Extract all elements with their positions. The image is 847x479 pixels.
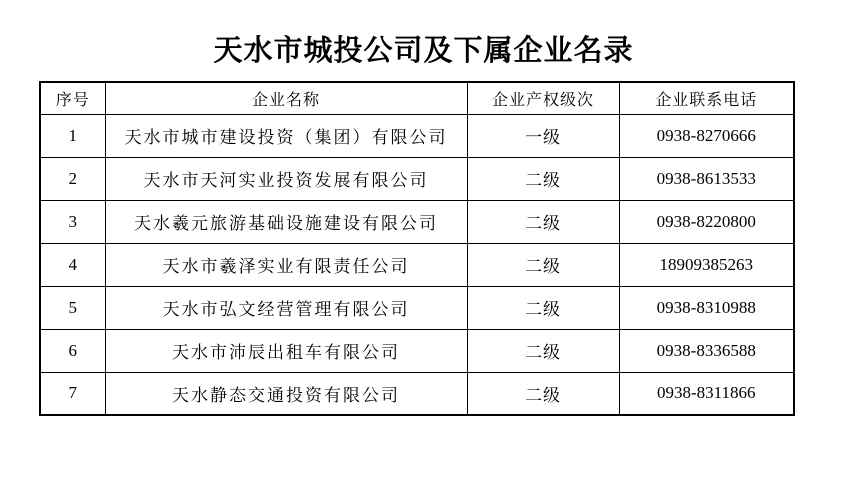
enterprise-name-cell: 天水羲元旅游基础设施建设有限公司: [105, 200, 467, 243]
enterprise-directory-table: [39, 81, 795, 416]
enterprise-name-cell: 天水市羲泽实业有限责任公司: [105, 243, 467, 286]
table-row: [40, 286, 794, 329]
table-row: [40, 157, 794, 200]
header-serial-number: 序号: [40, 82, 105, 114]
phone-cell: 0938-8613533: [619, 157, 794, 200]
header-enterprise-name: 企业名称: [105, 82, 467, 114]
ownership-level-cell: 一级: [467, 114, 619, 157]
table-row: [40, 114, 794, 157]
phone-cell: 18909385263: [619, 243, 794, 286]
enterprise-name-cell: 天水静态交通投资有限公司: [105, 372, 467, 415]
table-row: [40, 200, 794, 243]
phone-cell: 0938-8220800: [619, 200, 794, 243]
table-header-row: [40, 82, 794, 114]
table-row: [40, 243, 794, 286]
row-number-cell: 2: [40, 157, 105, 200]
table-row: [40, 372, 794, 415]
row-number-cell: 5: [40, 286, 105, 329]
ownership-level-cell: 二级: [467, 157, 619, 200]
enterprise-name-cell: 天水市天河实业投资发展有限公司: [105, 157, 467, 200]
enterprise-name-cell: 天水市城市建设投资（集团）有限公司: [105, 114, 467, 157]
row-number-cell: 4: [40, 243, 105, 286]
row-number-cell: 1: [40, 114, 105, 157]
ownership-level-cell: 二级: [467, 200, 619, 243]
phone-cell: 0938-8310988: [619, 286, 794, 329]
ownership-level-cell: 二级: [467, 372, 619, 415]
row-number-cell: 7: [40, 372, 105, 415]
ownership-level-cell: 二级: [467, 286, 619, 329]
row-number-cell: 6: [40, 329, 105, 372]
phone-cell: 0938-8336588: [619, 329, 794, 372]
header-contact-phone: 企业联系电话: [619, 82, 794, 114]
ownership-level-cell: 二级: [467, 329, 619, 372]
page-title: 天水市城投公司及下属企业名录: [213, 35, 634, 67]
phone-cell: 0938-8311866: [619, 372, 794, 415]
table-body: [40, 114, 794, 415]
enterprise-name-cell: 天水市弘文经营管理有限公司: [105, 286, 467, 329]
phone-cell: 0938-8270666: [619, 114, 794, 157]
table-row: [40, 329, 794, 372]
enterprise-name-cell: 天水市沛辰出租车有限公司: [105, 329, 467, 372]
row-number-cell: 3: [40, 200, 105, 243]
header-ownership-level: 企业产权级次: [467, 82, 619, 114]
ownership-level-cell: 二级: [467, 243, 619, 286]
